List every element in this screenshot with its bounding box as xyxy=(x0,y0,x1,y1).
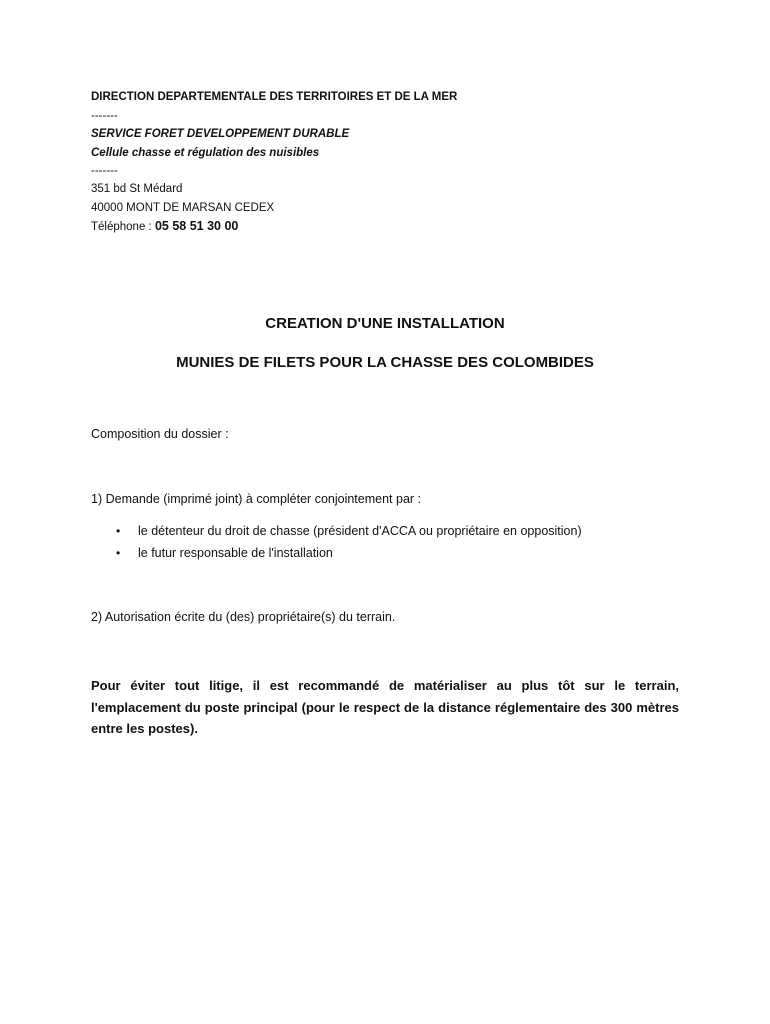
recommendation-notice: Pour éviter tout litige, il est recommandé de matérialiser au plus tôt sur le terrain, l'emplacement du poste principal (pour le respect de la distance réglementaire des 300 mètres entre les postes). xyxy=(91,678,679,736)
bullet-icon: • xyxy=(116,545,121,560)
composition-heading: Composition du dossier : xyxy=(91,427,229,441)
document-title-line2: MUNIES DE FILETS POUR LA CHASSE DES COLOMBIDES xyxy=(176,354,594,371)
bullet-text: le détenteur du droit de chasse (président d'ACCA ou propriétaire en opposition) xyxy=(138,524,582,538)
item-2-autorisation: 2) Autorisation écrite du (des) propriétaire(s) du terrain. xyxy=(91,610,396,624)
list-item xyxy=(116,543,582,565)
bullet-list xyxy=(116,521,582,564)
header-direction: DIRECTION DEPARTEMENTALE DES TERRITOIRES ET DE LA MER xyxy=(91,91,458,103)
header-address-line2: 40000 MONT DE MARSAN CEDEX xyxy=(91,202,275,214)
item-1-demande: 1) Demande (imprimé joint) à compléter conjointement par : xyxy=(91,492,421,506)
bullet-text: le futur responsable de l'installation xyxy=(138,545,333,560)
header-phone xyxy=(91,219,238,234)
header-address-line1: 351 bd St Médard xyxy=(91,183,183,195)
header-separator-1: ------- xyxy=(91,110,118,122)
document-title-line1: CREATION D'UNE INSTALLATION xyxy=(265,315,505,332)
phone-label: Téléphone : xyxy=(91,221,155,233)
list-item xyxy=(116,521,582,543)
bullet-icon: • xyxy=(116,524,121,538)
header-cellule: Cellule chasse et régulation des nuisibles xyxy=(91,147,320,159)
header-separator-2: ------- xyxy=(91,165,118,177)
phone-number: 05 58 51 30 00 xyxy=(154,219,239,233)
header-service: SERVICE FORET DEVELOPPEMENT DURABLE xyxy=(91,128,350,140)
